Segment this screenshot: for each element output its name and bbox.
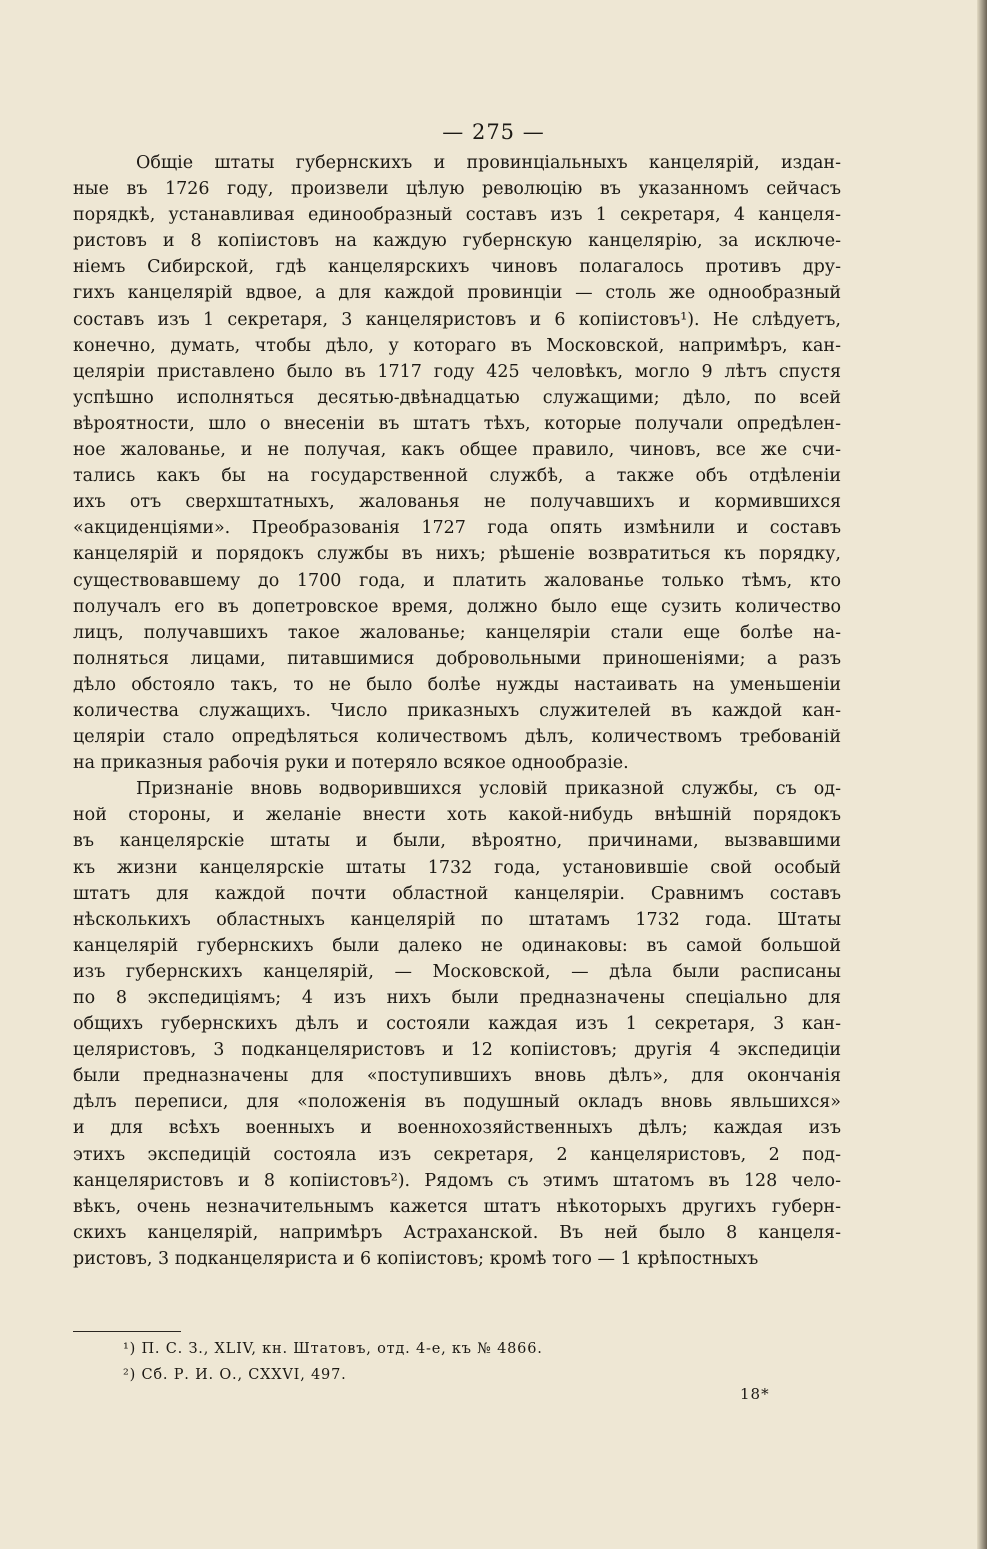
text-line: канцеляристовъ и 8 копіистовъ²). Рядомъ съ этимъ штатомъ въ 128 чело-	[73, 1170, 841, 1191]
text-line: ные въ 1726 году, произвели цѣлую революцію въ указанномъ сейчасъ	[73, 179, 841, 200]
text-line: вѣкъ, очень незначительнымъ кажется штатъ нѣкоторыхъ другихъ губерн-	[73, 1196, 841, 1217]
text-line: вѣроятности, шло о внесеніи въ штатъ тѣхъ, которые получали опредѣлен-	[73, 413, 841, 434]
text-line: ристовъ и 8 копіистовъ на каждую губернскую канцелярію, за исключе-	[73, 231, 841, 252]
text-line: целяристовъ, 3 подканцеляристовъ и 12 копіистовъ; другія 4 экспедиціи	[73, 1040, 841, 1061]
main-text	[73, 150, 841, 1272]
text-line: нѣсколькихъ областныхъ канцелярій по штатамъ 1732 года. Штаты	[73, 909, 841, 930]
paragraph	[73, 776, 841, 1272]
text-line: канцелярій губернскихъ были далеко не одинаковы: въ самой большой	[73, 935, 841, 956]
text-line: конечно, думать, чтобы дѣло, у котораго въ Московской, напримѣръ, кан-	[73, 335, 841, 356]
text-line: въ канцелярскіе штаты и были, вѣроятно, причинами, вызвавшими	[73, 831, 841, 852]
text-line: составъ изъ 1 секретаря, 3 канцеляристовъ и 6 копіистовъ¹). Не слѣдуетъ,	[73, 309, 841, 330]
text-line: Признаніе вновь водворившихся условій приказной службы, съ од-	[136, 779, 841, 800]
text-line: этихъ экспедицій состояла изъ секретаря, 2 канцеляристовъ, 2 под-	[73, 1144, 841, 1165]
text-line: тались какъ бы на государственной службѣ, а также объ отдѣленіи	[73, 466, 841, 487]
text-line: полняться лицами, питавшимися добровольными приношеніями; а разъ	[73, 648, 841, 669]
text-line: порядкѣ, устанавливая единообразный составъ изъ 1 секретаря, 4 канцеля-	[73, 205, 841, 226]
signature-mark: 18*	[740, 1385, 770, 1403]
text-line: ихъ отъ сверхштатныхъ, жалованья не получавшихъ и кормившихся	[73, 492, 841, 513]
text-line: целяріи приставлено было въ 1717 году 425 человѣкъ, могло 9 лѣтъ спустя	[73, 361, 841, 382]
text-line: къ жизни канцелярскіе штаты 1732 года, установившіе свой особый	[73, 857, 841, 878]
text-line: скихъ канцелярій, напримѣръ Астраханской. Въ ней было 8 канцеля-	[73, 1222, 841, 1243]
text-line: Общіе штаты губернскихъ и провинціальныхъ канцелярій, издан-	[136, 153, 841, 173]
text-line: целяріи стало опредѣляться количествомъ дѣлъ, количествомъ требованій	[73, 727, 841, 748]
page-edge-shadow	[977, 0, 987, 1549]
footnote-separator	[73, 1331, 181, 1332]
text-line: существовавшему до 1700 года, и платить жалованье только тѣмъ, кто	[73, 570, 841, 591]
text-line: дѣло обстояло такъ, то не было болѣе нужды настаивать на уменьшеніи	[73, 674, 841, 695]
text-line: лицъ, получавшихъ такое жалованье; канцеляріи стали еще болѣе на-	[73, 622, 841, 643]
text-line: штатъ для каждой почти областной канцеляріи. Сравнимъ составъ	[73, 883, 841, 904]
footnote-1: ¹) П. С. З., XLIV, кн. Штатовъ, отд. 4-е, къ № 4866.	[123, 1341, 543, 1357]
text-line: дѣлъ переписи, для «положенія въ подушный окладъ вновь явльшихся»	[73, 1092, 841, 1113]
text-line: ное жалованье, и не получая, какъ общее правило, чиновъ, все же счи-	[73, 440, 841, 461]
text-line: изъ губернскихъ канцелярій, — Московской, — дѣла были расписаны	[73, 961, 841, 982]
text-line: количества служащихъ. Число приказныхъ служителей въ каждой кан-	[73, 700, 841, 721]
text-line: общихъ губернскихъ дѣлъ и состояли каждая изъ 1 секретаря, 3 кан-	[73, 1014, 841, 1035]
paragraph	[73, 150, 841, 776]
text-line: ніемъ Сибирской, гдѣ канцелярскихъ чиновъ полагалось противъ дру-	[73, 257, 841, 278]
text-line: и для всѣхъ военныхъ и военнохозяйственныхъ дѣлъ; каждая изъ	[73, 1118, 841, 1139]
text-line: ристовъ, 3 подканцеляриста и 6 копіистовъ; кромѣ того — 1 крѣпостныхъ	[73, 1248, 759, 1269]
text-line: получалъ его въ допетровское время, должно было еще сузить количество	[73, 596, 841, 617]
footnotes	[123, 1336, 723, 1388]
text-line: канцелярій и порядокъ службы въ нихъ; рѣшеніе возвратиться къ порядку,	[73, 544, 841, 565]
text-line: по 8 экспедиціямъ; 4 изъ нихъ были предназначены спеціально для	[73, 988, 841, 1008]
page-number: — 275 —	[442, 120, 545, 144]
text-line: на приказныя рабочія руки и потеряло всякое однообразіе.	[73, 753, 629, 774]
text-line: успѣшно исполняться десятью-двѣнадцатью служащими; дѣло, по всей	[73, 387, 841, 408]
text-line: ной стороны, и желаніе внести хоть какой-нибудь внѣшній порядокъ	[73, 805, 841, 826]
text-line: «акциденціями». Преобразованія 1727 года опять измѣнили и составъ	[73, 518, 841, 539]
footnote-2: ²) Сб. Р. И. О., CXXVI, 497.	[123, 1367, 347, 1383]
text-line: гихъ канцелярій вдвое, а для каждой провинціи — столь же однообразный	[73, 283, 841, 304]
text-line: были предназначены для «поступившихъ вновь дѣлъ», для окончанія	[73, 1066, 841, 1087]
